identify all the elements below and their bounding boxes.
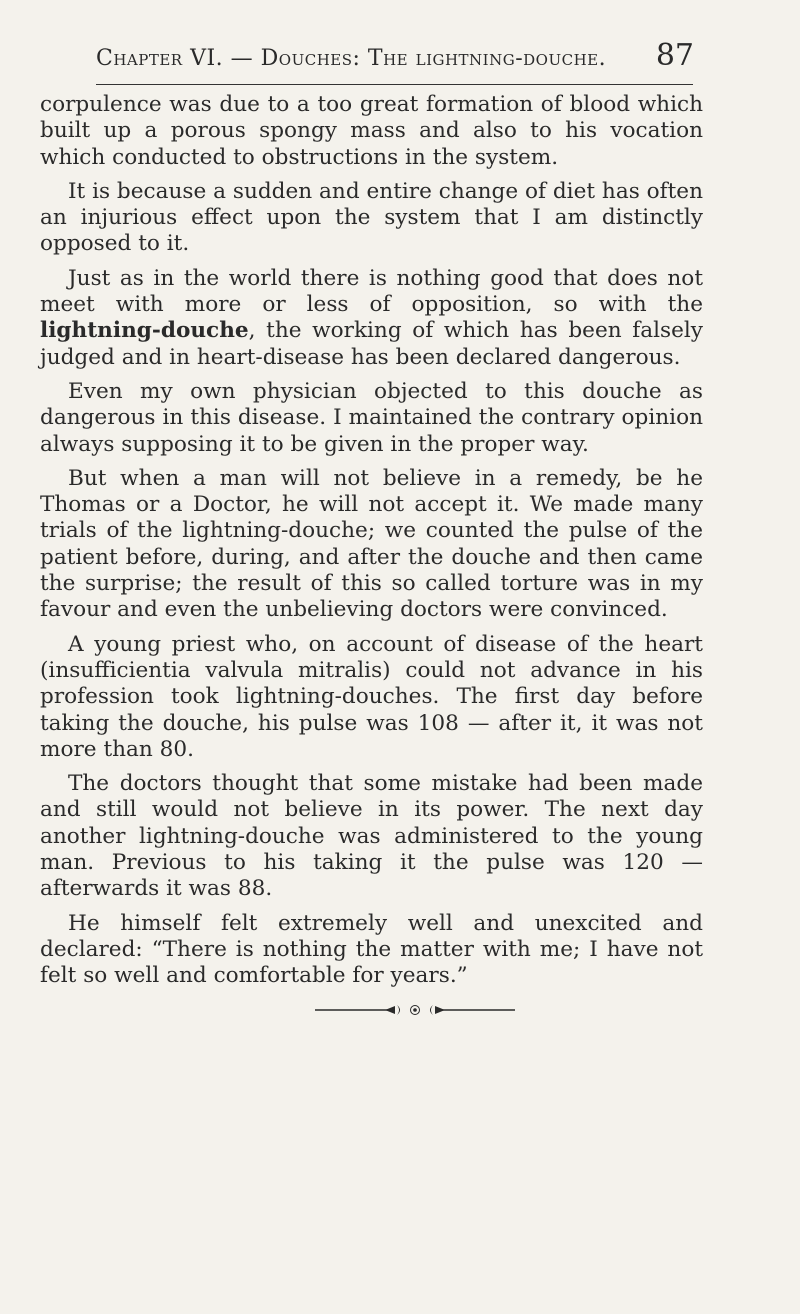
paragraph-5: But when a man will not believe in a remedy, be he Thomas or a Doctor, he will not accept it. We made many trials of the lightning-douche; we counted the pulse of the patient before, during, and after the douche and then came the surprise; the result of this so called torture was in my favour and even the unbelieving doctors were convinced.	[40, 465, 703, 623]
paragraph-1: corpulence was due to a too great formation of blood which built up a porous spongy mass and also to his vocation which conducted to obstructions in the system.	[40, 92, 703, 170]
paragraph-8: He himself felt extremely well and unexcited and declared: “There is nothing the matter with me; I have not felt so well and comfortable for years.”	[40, 910, 703, 989]
paragraph-4: Even my own physician objected to this douche as dangerous in this disease. I maintained the contrary opinion always supposing it to be given in the proper way.	[40, 378, 703, 457]
running-head	[96, 38, 694, 73]
lightning-douche-emphasis: lightning-douche	[40, 318, 249, 344]
paragraph-3	[40, 266, 703, 371]
paragraph-3-after: , the working of which has been falsely judged and in heart-disease has been declared dangerous.	[40, 318, 703, 370]
paragraph-3-before: Just as in the world there is nothing good that does not meet with more or less of opposition, so with the	[40, 265, 703, 318]
paragraph-7: The doctors thought that some mistake had been made and still would not believe in its power. The next day another lightning-douche was administered to the young man. Previous to his taking it the pulse was 120 — afterwards it was 88.	[40, 771, 703, 902]
running-title: Chapter VI. — Douches: The lightning-douche.	[96, 46, 607, 71]
paragraph-6: A young priest who, on account of disease of the heart (insufficientia valvula mitralis) could not advance in his profession took lightning-douches. The first day before taking the douche, his pulse was 108 — after it, it was not more than 80.	[40, 631, 703, 762]
end-of-chapter-ornament-icon	[315, 1003, 515, 1017]
paragraph-2: It is because a sudden and entire change of diet has often an injurious effect upon the system that I am distinctly opposed to it.	[40, 178, 703, 257]
body-text	[40, 92, 703, 990]
page-number: 87	[655, 38, 694, 73]
header-rule	[96, 84, 693, 85]
